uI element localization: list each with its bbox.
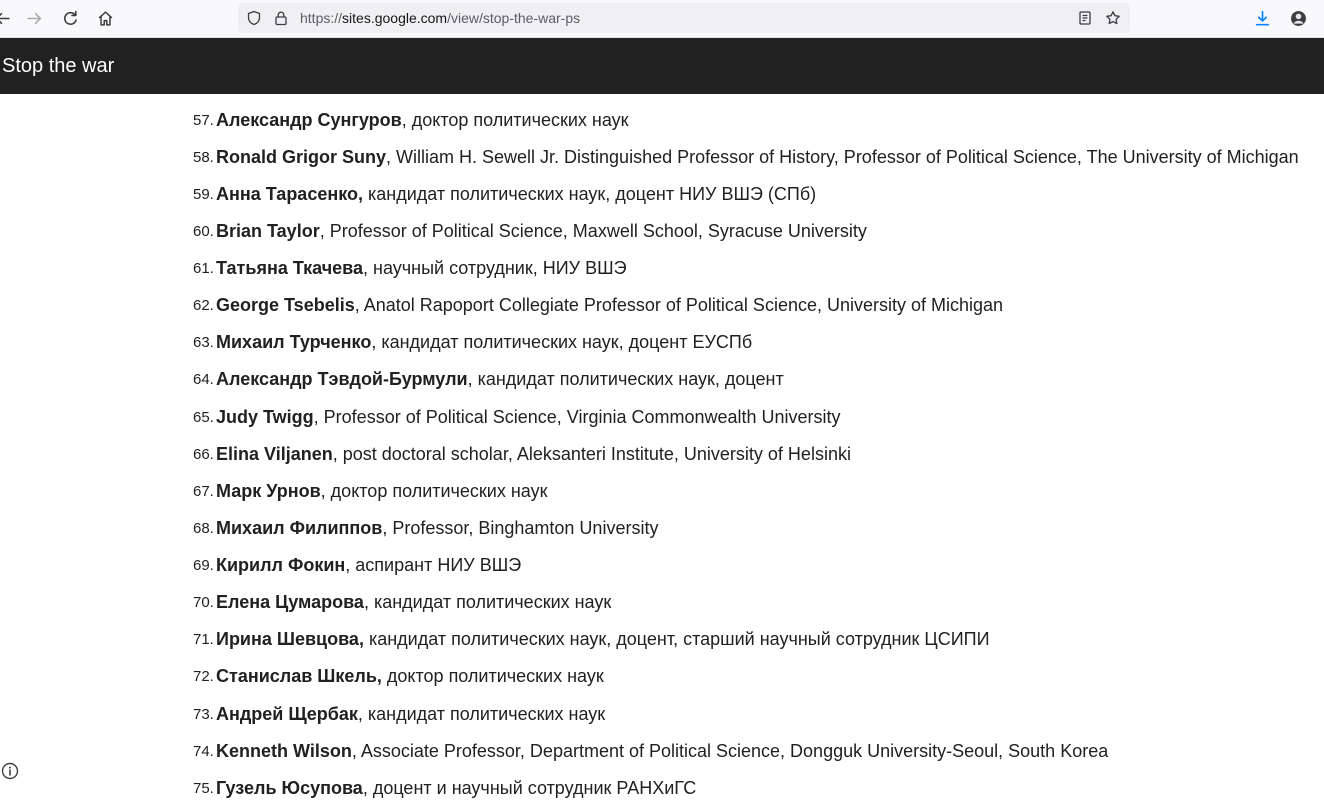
signatory-detail: , научный сотрудник, НИУ ВШЭ [363, 258, 627, 278]
signatory-detail: , кандидат политических наук, доцент ЕУСПб [371, 332, 753, 352]
signatory-name: Андрей Щербак [216, 704, 358, 724]
item-number: 69. [193, 557, 214, 574]
item-number: 61. [193, 260, 214, 277]
signatory-detail: , Professor of Political Science, Maxwell School, Syracuse University [319, 221, 867, 241]
item-number: 57. [193, 112, 214, 129]
item-number: 68. [193, 520, 214, 537]
url-bar[interactable] [238, 3, 1130, 33]
tracking-shield-icon[interactable] [245, 9, 263, 27]
item-number: 72. [193, 668, 214, 685]
item-number: 59. [193, 186, 214, 203]
signatory-name: Ronald Grigor Suny [216, 147, 387, 167]
signatory-detail: , кандидат политических наук, доцент [467, 369, 784, 389]
site-info-icon[interactable] [1, 762, 19, 780]
signatory-detail: , кандидат политических наук [363, 592, 612, 612]
signatory-detail: , кандидат политических наук [357, 704, 606, 724]
signatory-detail: , Professor of Political Science, Virginia Commonwealth University [313, 407, 841, 427]
item-number: 74. [193, 743, 214, 760]
signatory-detail: кандидат политических наук, доцент НИУ ВШЭ (СПб) [362, 184, 817, 204]
signatory-detail: кандидат политических наук, доцент, старший научный сотрудник ЦСИПИ [363, 629, 990, 649]
signatory-name: Александр Тэвдой-Бурмули [216, 369, 468, 389]
back-icon[interactable] [0, 4, 16, 32]
signatory-detail: доктор политических наук [381, 666, 604, 686]
account-avatar-icon[interactable] [1284, 4, 1312, 32]
signatory-detail: , Professor, Binghamton University [382, 518, 659, 538]
signatory-detail: , William H. Sewell Jr. Distinguished Professor of History, Professor of Political Science, The University of Michigan [386, 147, 1299, 167]
signatory-detail: , post doctoral scholar, Aleksanteri Institute, University of Helsinki [332, 444, 851, 464]
signatory-name: Кирилл Фокин [216, 555, 346, 575]
home-icon[interactable] [91, 4, 119, 32]
signatory-detail: , аспирант НИУ ВШЭ [345, 555, 522, 575]
signatory-name: Татьяна Ткачева [216, 258, 364, 278]
item-number: 62. [193, 297, 214, 314]
signatory-name: Марк Урнов [216, 481, 321, 501]
url-prefix: https:// [300, 10, 343, 26]
signatory-detail: , доктор политических наук [401, 110, 629, 130]
signatory-name: Александр Сунгуров [216, 110, 402, 130]
signatory-detail: , доцент и научный сотрудник РАНХиГС [362, 778, 697, 798]
signatory-name: Гузель Юсупова [216, 778, 363, 798]
forward-icon[interactable] [20, 4, 48, 32]
item-number: 64. [193, 371, 214, 388]
signatory-detail: , Anatol Rapoport Collegiate Professor of Political Science, University of Michigan [354, 295, 1004, 315]
item-number: 58. [193, 149, 214, 166]
site-header [0, 38, 1324, 94]
item-number: 66. [193, 446, 214, 463]
signatory-name: Kenneth Wilson [216, 741, 352, 761]
signatory-name: Judy Twigg [216, 407, 314, 427]
signatory-name: Ирина Шевцова, [216, 629, 364, 649]
item-number: 60. [193, 223, 214, 240]
reload-icon[interactable] [56, 4, 84, 32]
item-number: 67. [193, 483, 214, 500]
item-number: 75. [193, 780, 214, 797]
lock-icon[interactable] [272, 9, 290, 27]
signatory-detail: , доктор политических наук [320, 481, 548, 501]
downloads-icon[interactable] [1248, 4, 1276, 32]
bookmark-star-icon[interactable] [1104, 9, 1122, 27]
signatory-name: Михаил Филиппов [216, 518, 383, 538]
site-title[interactable]: Stop the war [2, 55, 115, 77]
signatory-name: Елена Цумарова [216, 592, 364, 612]
reader-view-icon[interactable] [1076, 9, 1094, 27]
signatory-name: Михаил Турченко [216, 332, 372, 352]
browser-toolbar [0, 0, 1324, 38]
signatory-name: Elina Viljanen [216, 444, 333, 464]
signatory-detail: , Associate Professor, Department of Political Science, Dongguk University-Seoul, South Korea [351, 741, 1109, 761]
url-path: /view/stop-the-war-ps [447, 10, 581, 26]
url-domain: sites.google.com [342, 10, 448, 26]
item-number: 73. [193, 706, 214, 723]
signatory-name: Анна Тарасенко, [216, 184, 363, 204]
item-number: 70. [193, 594, 214, 611]
main-content [0, 94, 1324, 805]
signatory-name: Станислав Шкель, [216, 666, 382, 686]
signatory-name: George Tsebelis [216, 295, 355, 315]
url-text[interactable] [300, 10, 580, 26]
signatory-name: Brian Taylor [216, 221, 320, 241]
item-number: 63. [193, 334, 214, 351]
item-number: 65. [193, 409, 214, 426]
item-number: 71. [193, 631, 214, 648]
